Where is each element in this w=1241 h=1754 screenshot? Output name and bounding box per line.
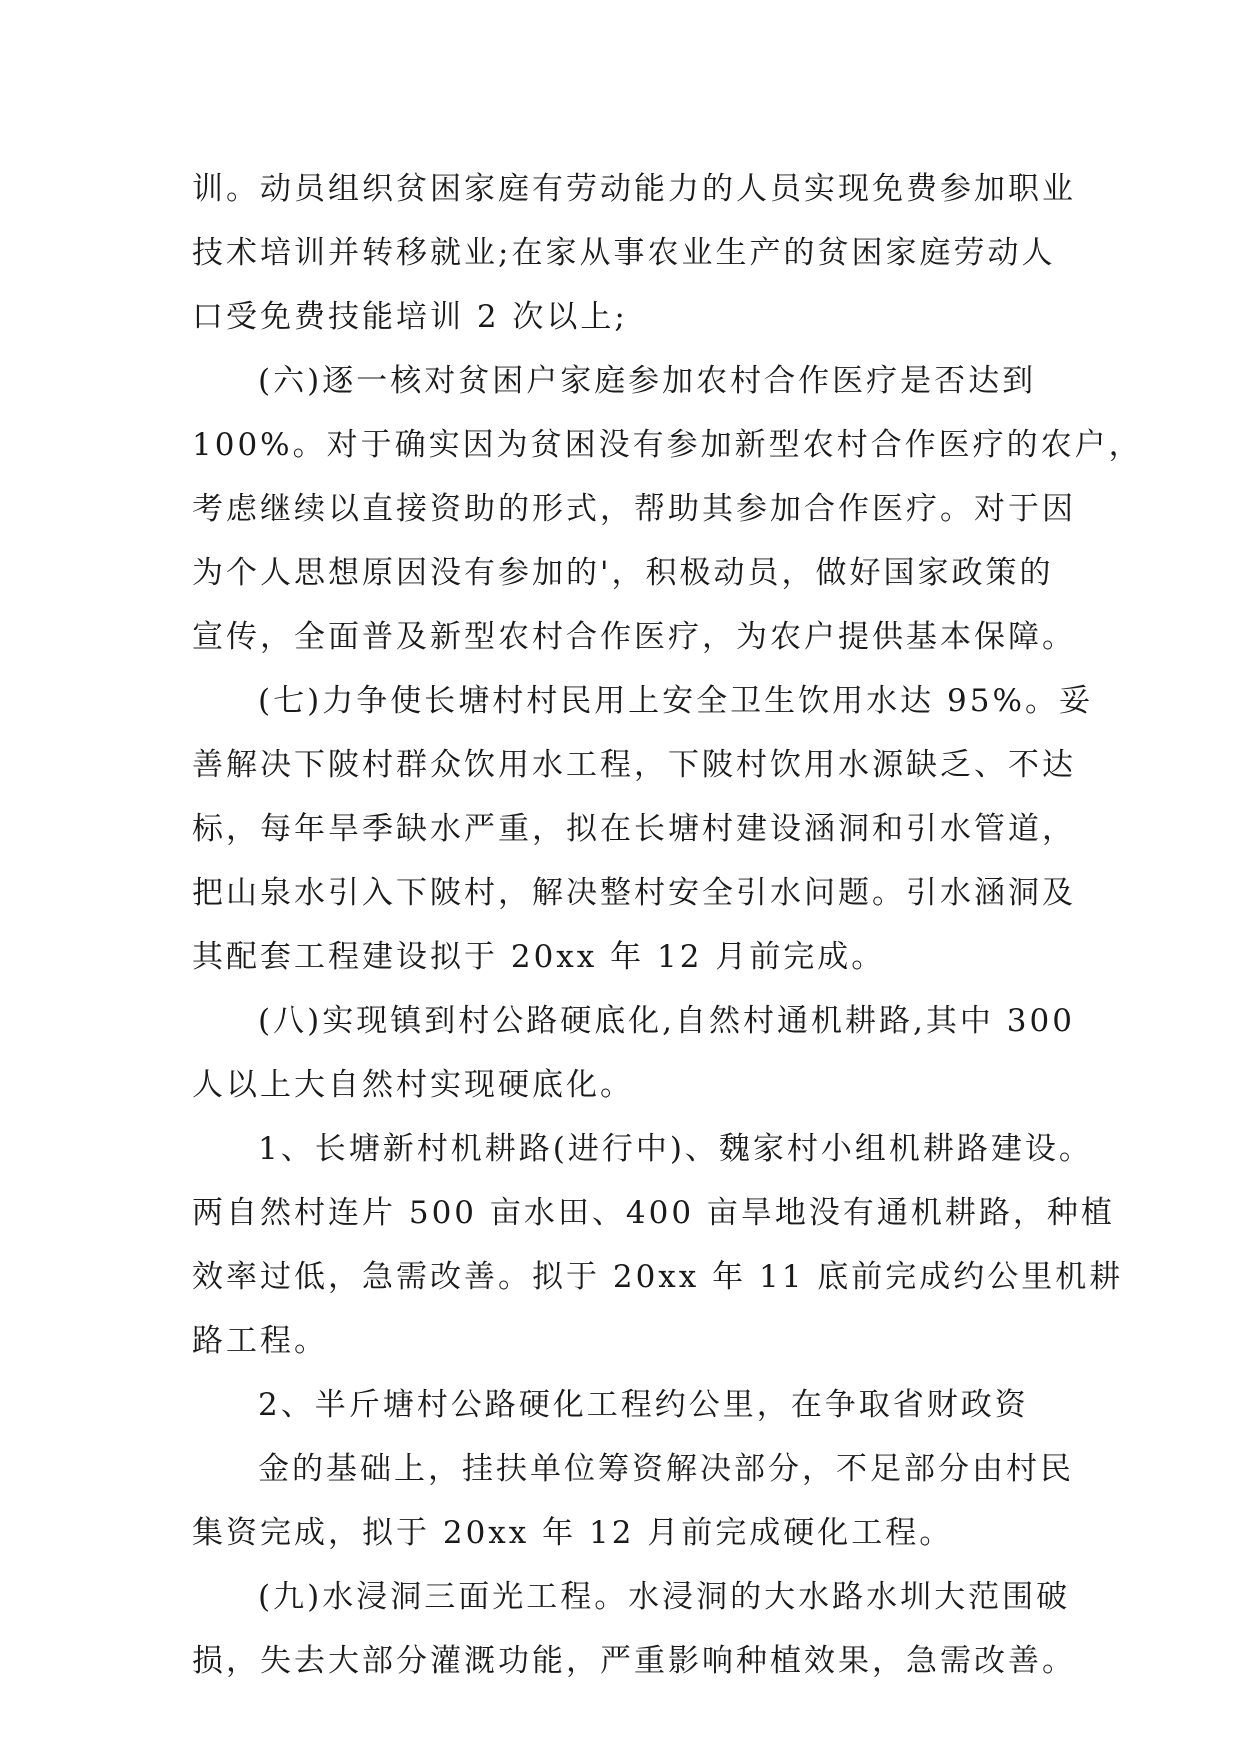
text-line: 损，失去大部分灌溉功能，严重影响种植效果，急需改善。 xyxy=(192,1643,1076,1679)
text-line: 善解决下陂村群众饮用水工程，下陂村饮用水源缺乏、不达 xyxy=(192,747,1076,783)
text-line: 为个人思想原因没有参加的'，积极动员，做好国家政策的 xyxy=(192,555,1054,591)
text-line: 考虑继续以直接资助的形式，帮助其参加合作医疗。对于因 xyxy=(192,491,1076,527)
text-line: 口受免费技能培训 2 次以上; xyxy=(192,299,628,335)
text-line: 金的基础上，挂扶单位筹资解决部分，不足部分由村民 xyxy=(258,1451,1074,1487)
text-line: 集资完成，拟于 20xx 年 12 月前完成硬化工程。 xyxy=(192,1515,954,1551)
text-line: 把山泉水引入下陂村，解决整村安全引水问题。引水涵洞及 xyxy=(192,875,1076,911)
text-line: 其配套工程建设拟于 20xx 年 12 月前完成。 xyxy=(192,939,886,975)
text-line: 100%。对于确实因为贫困没有参加新型农村合作医疗的农户， xyxy=(192,427,1143,463)
text-line: (七)力争使长塘村村民用上安全卫生饮用水达 95%。妥 xyxy=(258,683,1093,719)
text-line: (九)水浸洞三面光工程。水浸洞的大水路水圳大范围破 xyxy=(258,1579,1071,1615)
text-line: 人以上大自然村实现硬底化。 xyxy=(192,1067,634,1103)
text-line: 2、半斤塘村公路硬化工程约公里，在争取省财政资 xyxy=(258,1387,1029,1423)
text-line: 两自然村连片 500 亩水田、400 亩旱地没有通机耕路，种植 xyxy=(192,1195,1115,1231)
text-line: 效率过低，急需改善。拟于 20xx 年 11 底前完成约公里机耕 xyxy=(192,1259,1124,1295)
text-line: (六)逐一核对贫困户家庭参加农村合作医疗是否达到 xyxy=(258,363,1037,399)
text-line: 标，每年旱季缺水严重，拟在长塘村建设涵洞和引水管道， xyxy=(192,811,1076,847)
document-body xyxy=(192,157,1143,1693)
text-line: 宣传，全面普及新型农村合作医疗，为农户提供基本保障。 xyxy=(192,619,1076,655)
text-line: 技术培训并转移就业;在家从事农业生产的贫困家庭劳动人 xyxy=(192,235,1056,271)
text-line: 1、长塘新村机耕路(进行中)、魏家村小组机耕路建设。 xyxy=(258,1131,1093,1167)
text-line: 路工程。 xyxy=(192,1323,328,1359)
text-line: (八)实现镇到村公路硬底化,自然村通机耕路,其中 300 xyxy=(258,1003,1075,1039)
text-line: 训。动员组织贫困家庭有劳动能力的人员实现免费参加职业 xyxy=(192,171,1076,207)
